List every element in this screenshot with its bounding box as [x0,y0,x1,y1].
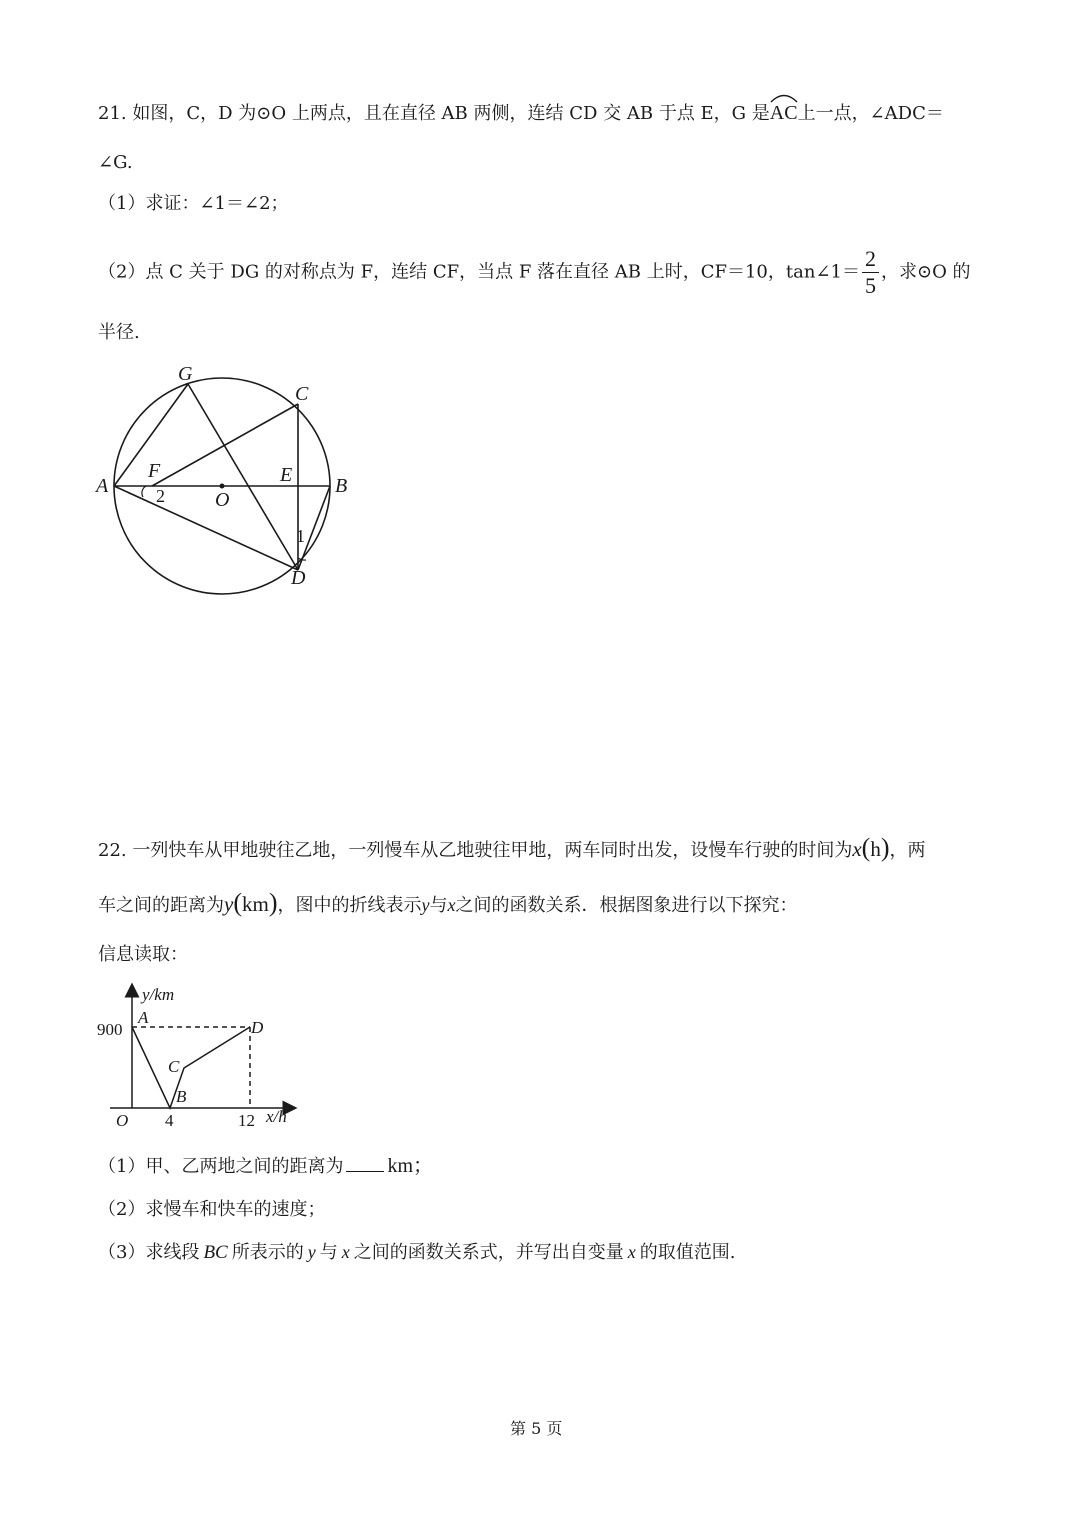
q21-part2-c: 半径. [98,322,140,343]
q21-line1 [98,100,944,127]
origin-o: O [116,1111,129,1130]
label-c: C [295,383,309,405]
circle-figure [95,360,365,600]
q21-line1-b: 上一点，∠ADC＝ [797,103,944,124]
angle-1-label: 1 [296,526,305,546]
q21-part2-b: ，求⊙O 的 [880,261,971,283]
label-a: A [96,475,109,497]
arc-ac: AC [770,100,798,126]
y-tick-900: 900 [97,1020,123,1039]
label-g: G [178,363,193,385]
q21-part2-a: （2）点 C 关于 DG 的对称点为 F，连结 CF，当点 F 落在直径 AB 上时，CF＝10，tan∠1＝ [98,261,860,283]
x-tick-12: 12 [238,1111,255,1130]
q21-line1-a: 21. 如图，C，D 为⊙O 上两点，且在直径 AB 两侧，连结 CD 交 AB 于点 E，G 是 [98,103,770,124]
var-y: y [224,892,234,916]
q22-part2: （2）求慢车和快车的速度； [98,1199,326,1220]
q21-part1: （1）求证：∠1＝∠2； [98,193,289,214]
q22-line2-b: ，图中的折线表示 [277,895,422,916]
q22-info: 信息读取： [98,944,188,965]
q22-line2: 车之间的距离为y(km)，图中的折线表示y与x之间的函数关系．根据图象进行以下探究： [98,888,798,917]
q22-line1-b: ，两 [889,840,926,861]
label-b: B [335,475,348,497]
function-graph [92,982,312,1132]
x-axis-label: x/h [266,1107,287,1126]
label-e: E [280,464,293,486]
q22-line1: 22. 一列快车从甲地驶往乙地，一列慢车从乙地驶往甲地，两车同时出发，设慢车行驶的时间为x(h)，两 [98,833,926,862]
label-d: D [291,567,306,589]
point-a: A [138,1008,149,1027]
q22-part1: （1）甲、乙两地之间的距离为 km； [98,1155,434,1177]
label-o: O [215,489,230,511]
point-c: C [168,1057,180,1076]
q21-part2 [98,246,971,299]
fraction-2-5: $\frac{2}{5}$ [862,246,879,299]
unit-h: h [870,837,881,861]
angle-2-label: 2 [156,486,165,506]
q22-line2-a: 车之间的距离为 [98,895,224,916]
point-b: B [176,1087,187,1106]
page-footer: 第 5 页 [510,1419,563,1438]
var-x: x [852,837,862,861]
x-tick-4: 4 [165,1111,174,1130]
q22-part3: （3）求线段 BC 所表示的 y 与 x 之间的函数关系式，并写出自变量 x 的取值范围. [98,1242,736,1263]
answer-blank[interactable] [346,1153,384,1172]
label-f: F [148,460,161,482]
point-d: D [251,1018,264,1037]
q22-line1-a: 22. 一列快车从甲地驶往乙地，一列慢车从乙地驶往甲地，两车同时出发，设慢车行驶的时间为 [98,840,853,861]
q21-line2: ∠G. [98,152,133,173]
unit-km: km [242,892,269,916]
y-axis-label: y/km [142,985,175,1004]
